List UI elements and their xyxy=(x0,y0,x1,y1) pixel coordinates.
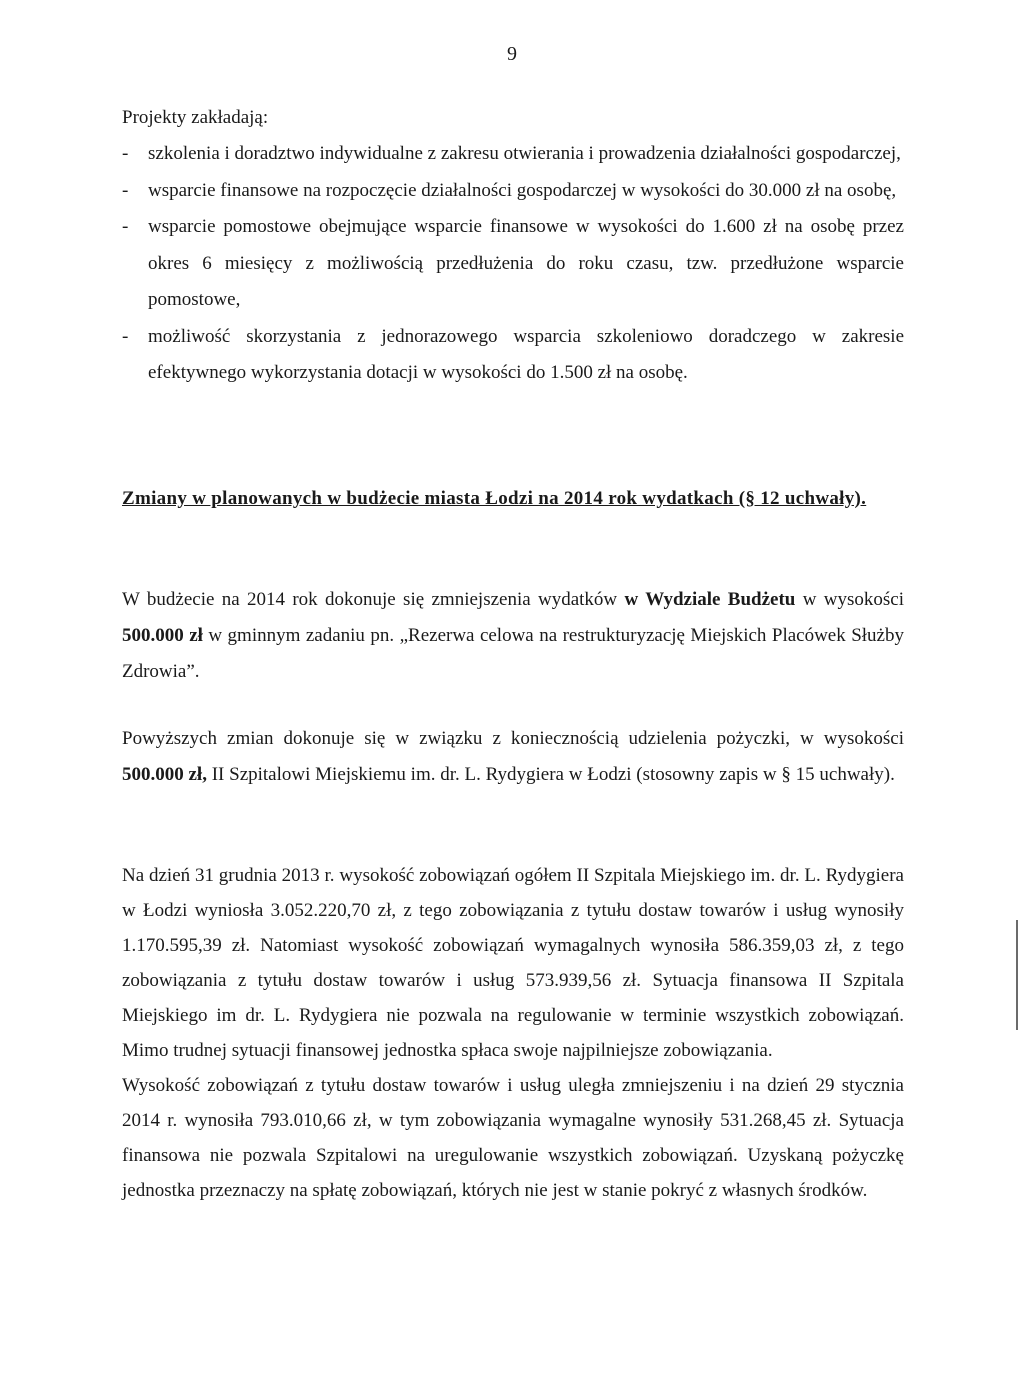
text-run: W budżecie na 2014 rok dokonuje się zmniejszenia wydatków xyxy=(122,589,625,610)
amount: 500.000 zł xyxy=(122,625,203,646)
paragraph-hospital-finances xyxy=(122,858,904,1208)
paragraph-loan-reason xyxy=(122,721,904,793)
project-list xyxy=(122,136,904,392)
list-dash: - xyxy=(122,325,129,347)
list-item xyxy=(122,136,904,173)
list-item-text: szkolenia i doradztwo indywidualne z zakresu otwierania i prowadzenia działalności gospodarczej, xyxy=(148,143,901,164)
list-dash: - xyxy=(122,216,129,237)
text-run: w wysokości xyxy=(795,589,904,610)
text-run: II Szpitalowi Miejskiemu im. dr. L. Rydygiera w Łodzi (stosowny zapis w § 15 uchwały). xyxy=(206,764,895,785)
department-name: w Wydziale Budżetu xyxy=(624,589,796,610)
section-heading: Zmiany w planowanych w budżecie miasta Łodzi na 2014 rok wydatkach (§ 12 uchwały). xyxy=(122,488,867,509)
amount: 500.000 zł, xyxy=(122,764,207,785)
list-item xyxy=(122,173,904,210)
list-item-text: wsparcie finansowe na rozpoczęcie działalności gospodarczej w wysokości do 30.000 zł na osobę, xyxy=(148,179,897,201)
paragraph-part: Wysokość zobowiązań z tytułu dostaw towarów i usług uległa zmniejszeniu i na dzień 29 stycznia 2014 r. wynosiła 793.010,66 zł, w tym zobowiązania wymagalne wynosiły 531.268,45 zł. Sytuacja finansowa nie pozwala Szpitalowi na uregulowanie wszystkich zobowiązań. Uzyskaną pożyczkę jednostka przeznaczy na spłatę zobowiązań, których nie jest w stanie pokryć z własnych środków. xyxy=(122,1075,904,1201)
scan-margin-line xyxy=(1016,920,1018,1030)
text-run: w gminnym zadaniu pn. „Rezerwa celowa na restrukturyzację Miejskich Placówek Służby Zdrowia”. xyxy=(122,625,904,682)
text-run: Powyższych zmian dokonuje się w związku z koniecznością udzielenia pożyczki, w wysokości xyxy=(122,728,904,749)
list-item-text: wsparcie pomostowe obejmujące wsparcie finansowe w wysokości do 1.600 zł na osobę przez okres 6 miesięcy z możliwością przedłużenia do roku czasu, tzw. przedłużone wsparcie pomostowe, xyxy=(148,216,904,310)
paragraph-part: Na dzień 31 grudnia 2013 r. wysokość zobowiązań ogółem II Szpitala Miejskiego im. dr. L. Rydygiera w Łodzi wyniosła 3.052.220,70 zł, z tego zobowiązania z tytułu dostaw towarów i usług wynosiły 1.170.595,39 zł. Natomiast wysokość zobowiązań wymagalnych wynosiła 586.359,03 zł, z tego zobowiązania z tytułu dostaw towarów i usług 573.939,56 zł. Sytuacja finansowa II Szpitala Miejskiego im dr. L. Rydygiera nie pozwala na regulowanie w terminie wszystkich zobowiązań. Mimo trudnej sytuacji finansowej jednostka spłaca swoje najpilniejsze zobowiązania. xyxy=(122,865,904,1061)
list-item-text: możliwość skorzystania z jednorazowego wsparcia szkoleniowo doradczego w zakresie efektywnego wykorzystania dotacji w wysokości do 1.500 zł na osobę. xyxy=(148,325,904,383)
intro-text: Projekty zakładają: xyxy=(122,107,269,128)
list-item xyxy=(122,319,904,392)
list-dash: - xyxy=(122,179,129,201)
list-dash: - xyxy=(122,143,129,164)
paragraph-budget-change xyxy=(122,582,904,690)
page-number: 9 xyxy=(507,43,517,65)
list-item xyxy=(122,209,904,319)
